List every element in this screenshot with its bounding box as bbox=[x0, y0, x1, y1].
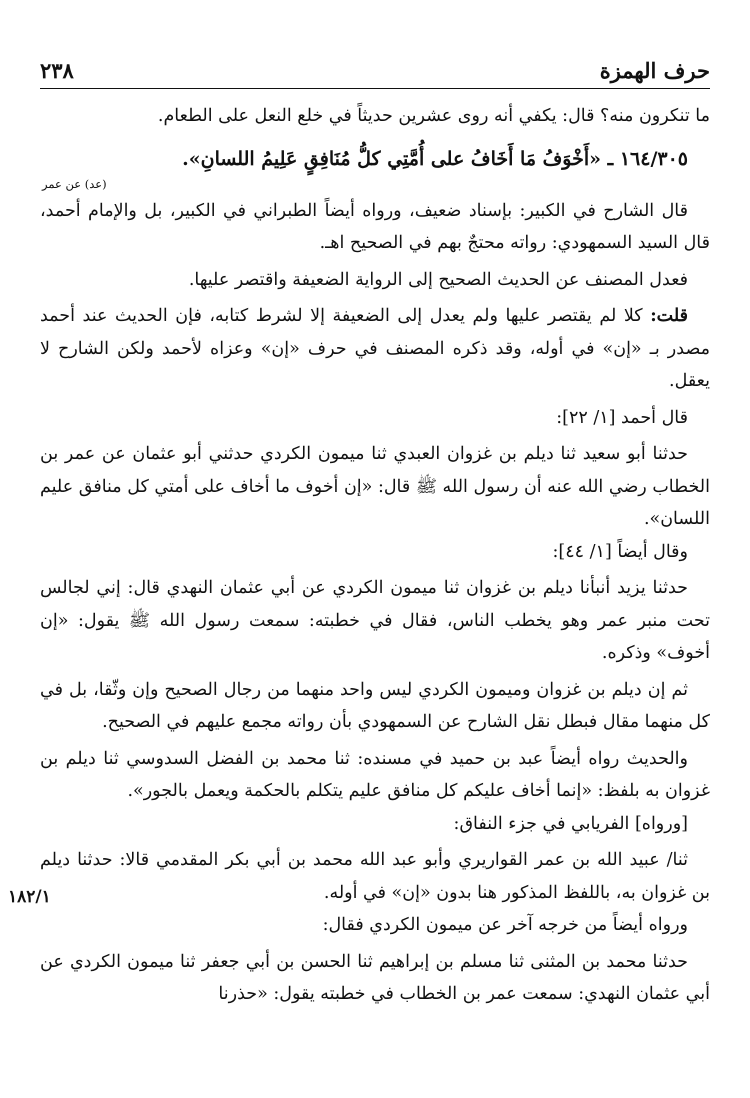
paragraph: ورواه أيضاً من خرجه آخر عن ميمون الكردي فقال: bbox=[322, 915, 688, 935]
paragraph: حدثنا محمد بن المثنى ثنا مسلم بن إبراهيم ثنا الحسن بن أبي جعفر ثنا ميمون الكردي عن أبي عثمان النهدي: سمعت عمر بن الخطاب في خطبته يقول: «حذرنا bbox=[40, 951, 710, 1004]
source-tag: (عد) عن عمر bbox=[42, 176, 107, 191]
paragraph bbox=[40, 300, 710, 398]
paragraph: ما تنكرون منه؟ قال: يكفي أنه روى عشرين حديثاً في خلع النعل على الطعام. bbox=[157, 106, 710, 126]
paragraph: والحديث رواه أيضاً عبد بن حميد في مسنده: ثنا محمد بن الفضل السدوسي ثنا ديلم بن غزوان به بلفظ: «إنما أخاف عليكم كل منافق عليم يتكلم بالحكمة ويعمل بالجور». bbox=[40, 748, 710, 801]
body-text bbox=[40, 100, 710, 1011]
chapter-title: حرف الهمزة bbox=[599, 58, 710, 83]
paragraph: حدثنا يزيد أنبأنا ديلم بن غزوان ثنا ميمون الكردي عن أبي عثمان النهدي قال: إني لجالس تحت منبر عمر وهو يخطب الناس، فقال في خطبته: سمعت رسول الله ﷺ يقول: «إن أخوف» وذكره. bbox=[40, 578, 710, 663]
paragraph-text: كلا لم يقتصر عليها ولم يعدل إلى الضعيفة إلا لشرط كتابه، فإن الحديث عند أحمد مصدر بـ «إن» في أوله، وقد ذكره المصنف في حرف «إن» وعزاه لأحمد ولكن الشارح لا يعقل. bbox=[40, 306, 710, 391]
header-divider bbox=[40, 88, 710, 89]
paragraph: [ورواه] الفريابي في جزء النفاق: bbox=[453, 813, 688, 834]
paragraph: ثم إن ديلم بن غزوان وميمون الكردي ليس واحد منهما من رجال الصحيح وإن وثّقا، بل في كل منهما مقال فبطل نقل الشارح عن السمهودي بأن رواته مجمع عليهم في الصحيح. bbox=[40, 679, 710, 732]
paragraph: فعدل المصنف عن الحديث الصحيح إلى الرواية الضعيفة واقتصر عليها. bbox=[188, 269, 688, 290]
page-number: ٢٣٨ bbox=[40, 58, 74, 83]
paragraph: ثنا/ عبيد الله بن عمر القواريري وأبو عبد الله محمد بن أبي بكر المقدمي قالا: حدثنا ديلم بن غزوان به، باللفظ المذكور هنا بدون «إن» في أوله. bbox=[40, 850, 710, 903]
paragraph: قال أحمد [١/ ٢٢]: bbox=[556, 407, 688, 428]
paragraph: وقال أيضاً [١/ ٤٤]: bbox=[552, 541, 688, 562]
paragraph: حدثنا أبو سعيد ثنا ديلم بن غزوان العبدي ثنا ميمون الكردي حدثني أبو عثمان عن عمر بن الخطاب رضي الله عنه أن رسول الله ﷺ قال: «إن أخوف ما أخاف على أمتي كل منافق عليم اللسان». bbox=[40, 444, 710, 529]
qult-label: قلت: bbox=[650, 306, 688, 326]
hadith-heading: ١٦٤/٣٠٥ ـ «أَخْوَفُ مَا أَخَافُ على أُمَّتِي كلُّ مُنَافِقٍ عَلِيمُ اللسانِ». bbox=[182, 147, 688, 170]
paragraph: قال الشارح في الكبير: بإسناد ضعيف، ورواه أيضاً الطبراني في الكبير، بل والإمام أحمد، قال السيد السمهودي: رواته محتجٌ بهم في الصحيح اهـ. bbox=[40, 200, 710, 253]
page-header bbox=[40, 58, 710, 88]
margin-reference: ١٨٢/١ bbox=[8, 887, 51, 907]
